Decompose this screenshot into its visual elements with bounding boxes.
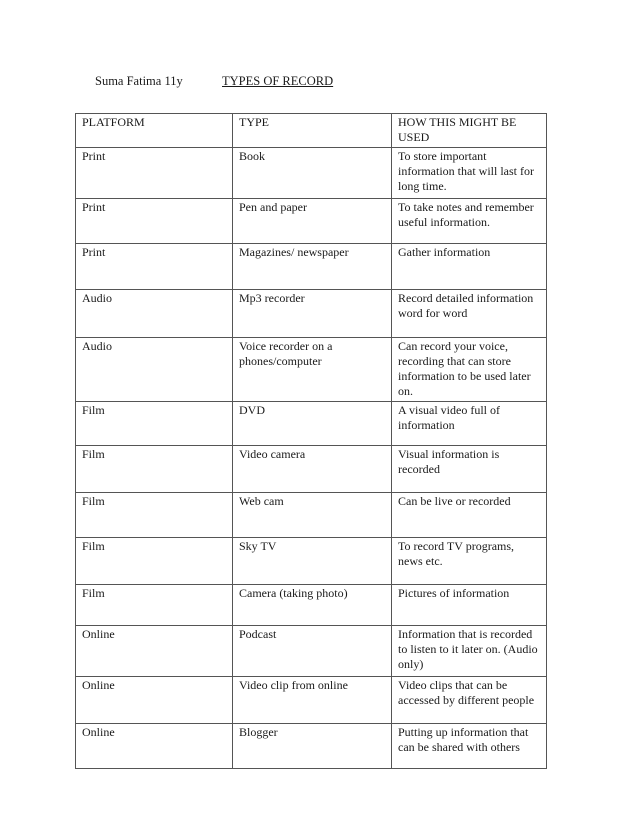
use-cell: Gather information: [392, 244, 547, 290]
table-row: [76, 199, 547, 244]
table-row: [76, 244, 547, 290]
platform-cell: Print: [76, 199, 233, 244]
document-title: TYPES OF RECORD: [222, 74, 334, 88]
use-cell: A visual video full of information: [392, 402, 547, 446]
platform-cell: Print: [76, 244, 233, 290]
document-header: [95, 73, 333, 89]
type-cell: Camera (taking photo): [233, 585, 392, 626]
table-row: [76, 724, 547, 769]
type-cell: Web cam: [233, 493, 392, 538]
type-cell: DVD: [233, 402, 392, 446]
table-row: [76, 290, 547, 338]
use-cell: Visual information is recorded: [392, 446, 547, 493]
table-row: [76, 677, 547, 724]
use-cell: Record detailed information word for word: [392, 290, 547, 338]
platform-cell: Film: [76, 585, 233, 626]
use-cell: To take notes and remember useful information.: [392, 199, 547, 244]
platform-cell: Print: [76, 148, 233, 199]
table-row: [76, 626, 547, 677]
platform-cell: Online: [76, 626, 233, 677]
table-row: [76, 148, 547, 199]
type-cell: Sky TV: [233, 538, 392, 585]
table-row: [76, 585, 547, 626]
platform-cell: Online: [76, 677, 233, 724]
type-cell: Voice recorder on a phones/computer: [233, 338, 392, 402]
use-cell: Video clips that can be accessed by different people: [392, 677, 547, 724]
platform-cell: Online: [76, 724, 233, 769]
type-cell: Podcast: [233, 626, 392, 677]
table-row: [76, 402, 547, 446]
platform-cell: Film: [76, 538, 233, 585]
type-cell: Blogger: [233, 724, 392, 769]
type-cell: Book: [233, 148, 392, 199]
table-header-row: [76, 114, 547, 148]
type-cell: Video camera: [233, 446, 392, 493]
platform-cell: Audio: [76, 338, 233, 402]
platform-cell: Audio: [76, 290, 233, 338]
table-row: [76, 538, 547, 585]
column-header-use: HOW THIS MIGHT BE USED: [392, 114, 547, 148]
platform-cell: Film: [76, 402, 233, 446]
type-cell: Video clip from online: [233, 677, 392, 724]
records-table: [75, 113, 547, 769]
table-row: [76, 338, 547, 402]
use-cell: Information that is recorded to listen to it later on. (Audio only): [392, 626, 547, 677]
use-cell: To record TV programs, news etc.: [392, 538, 547, 585]
use-cell: Can be live or recorded: [392, 493, 547, 538]
use-cell: To store important information that will last for long time.: [392, 148, 547, 199]
use-cell: Can record your voice, recording that can store information to be used later on.: [392, 338, 547, 402]
type-cell: Pen and paper: [233, 199, 392, 244]
platform-cell: Film: [76, 493, 233, 538]
platform-cell: Film: [76, 446, 233, 493]
type-cell: Mp3 recorder: [233, 290, 392, 338]
table-row: [76, 446, 547, 493]
author-name: Suma Fatima 11y: [95, 74, 183, 88]
type-cell: Magazines/ newspaper: [233, 244, 392, 290]
table-row: [76, 493, 547, 538]
column-header-platform: PLATFORM: [76, 114, 233, 148]
column-header-type: TYPE: [233, 114, 392, 148]
use-cell: Pictures of information: [392, 585, 547, 626]
use-cell: Putting up information that can be shared with others: [392, 724, 547, 769]
